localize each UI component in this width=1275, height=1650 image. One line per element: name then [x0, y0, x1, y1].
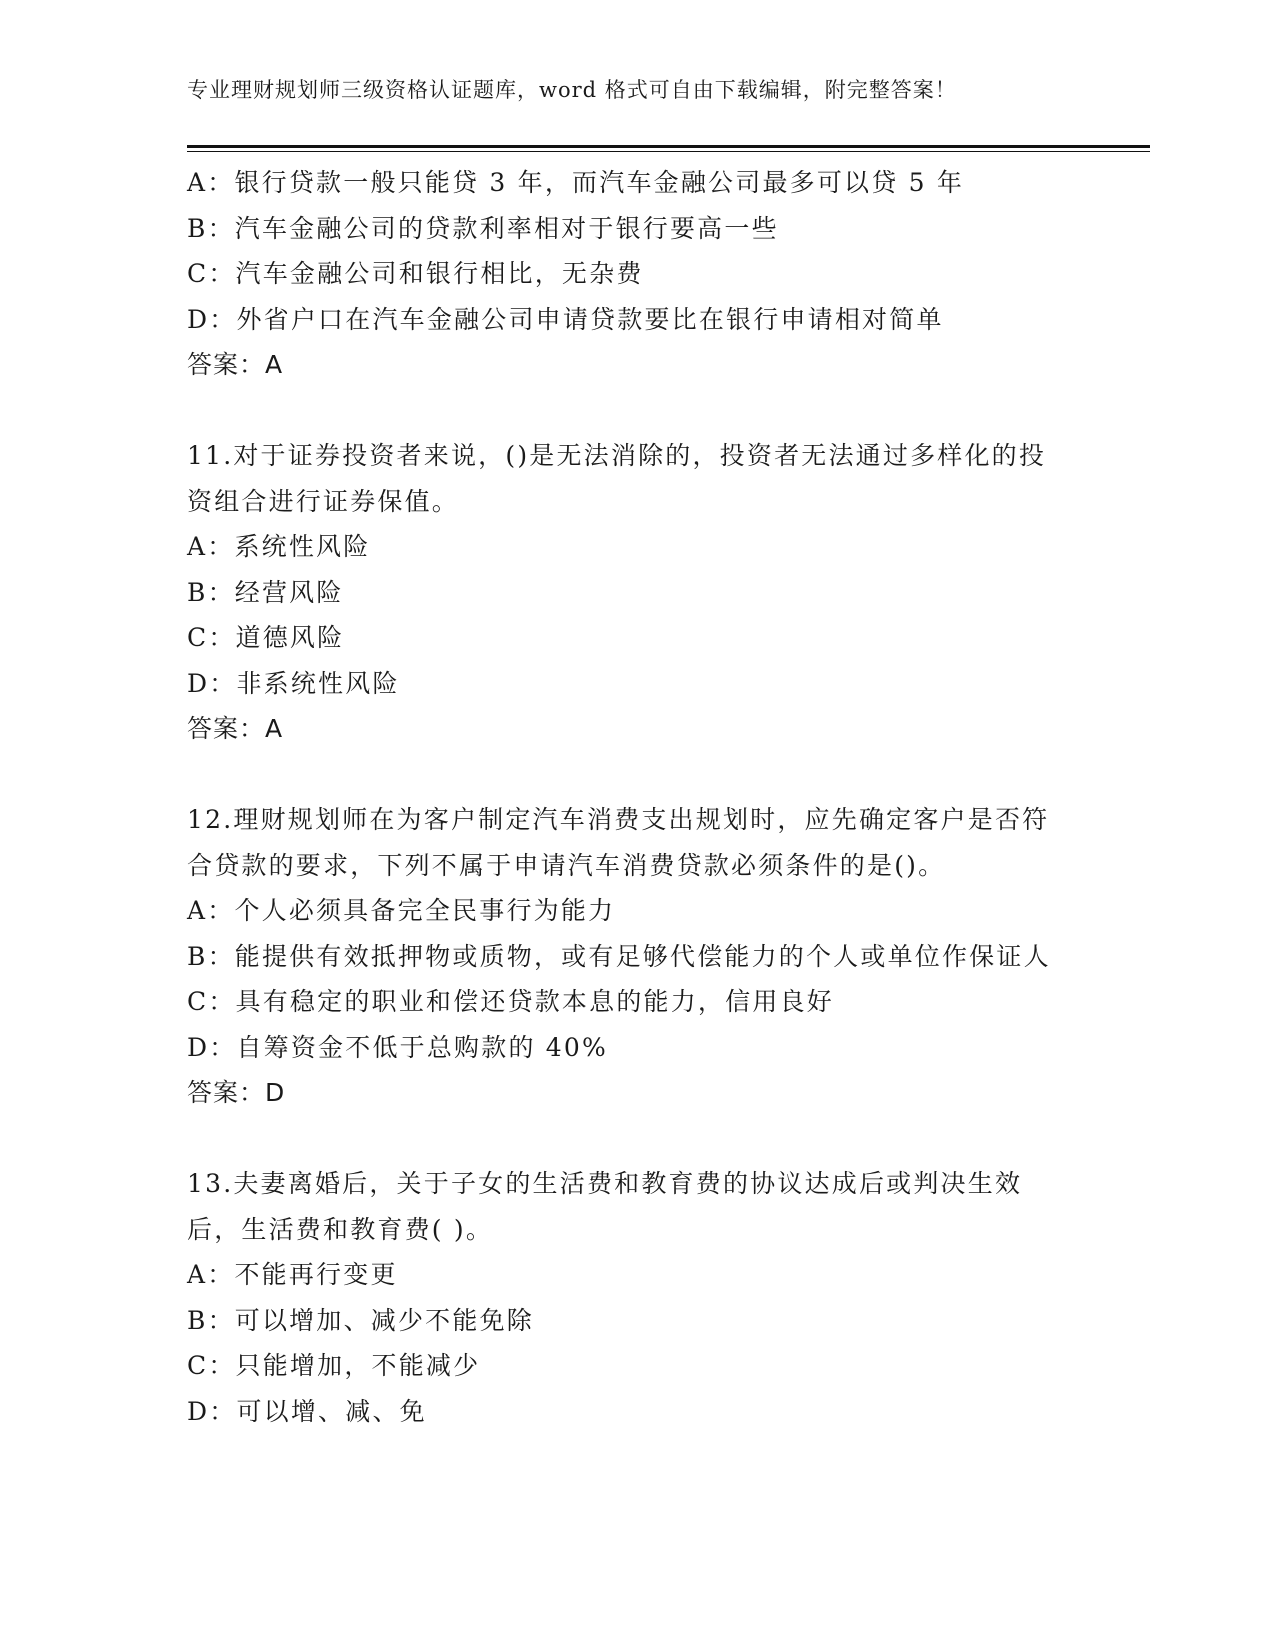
- option-c: C：道德风险: [187, 623, 345, 652]
- answer-label: 答案：A: [187, 350, 284, 379]
- option-a: A：不能再行变更: [187, 1260, 398, 1289]
- option-c: C：只能增加，不能减少: [187, 1351, 481, 1380]
- question-stem: 11.对于证券投资者来说，()是无法消除的，投资者无法通过多样化的投资组合进行证券保值。: [187, 441, 1047, 516]
- header-rule-thick: [187, 145, 1150, 148]
- option-a: A：银行贷款一般只能贷 3 年，而汽车金融公司最多可以贷 5 年: [187, 168, 965, 197]
- option-d: D：可以增、减、免: [187, 1396, 427, 1426]
- header-rule-thin: [187, 151, 1150, 152]
- option-b: B：能提供有效抵押物或质物，或有足够代偿能力的个人或单位作保证人: [187, 941, 1051, 971]
- option-c: C：具有稳定的职业和偿还贷款本息的能力，信用良好: [187, 987, 834, 1016]
- option-b: B：经营风险: [187, 577, 344, 607]
- option-d: D：自筹资金不低于总购款的 40%: [187, 1032, 608, 1062]
- answer-label: 答案：D: [187, 1078, 286, 1107]
- option-c: C：汽车金融公司和银行相比，无杂费: [187, 259, 644, 288]
- option-d: D：非系统性风险: [187, 668, 400, 698]
- option-a: A：个人必须具备完全民事行为能力: [187, 896, 616, 925]
- question-stem: 12.理财规划师在为客户制定汽车消费支出规划时，应先确定客户是否符合贷款的要求，下列不属于申请汽车消费贷款必须条件的是()。: [187, 805, 1050, 880]
- option-a: A：系统性风险: [187, 532, 371, 561]
- question-stem: 13.夫妻离婚后，关于子女的生活费和教育费的协议达成后或判决生效后，生活费和教育费( )。: [187, 1169, 1023, 1244]
- option-b: B：可以增加、减少不能免除: [187, 1305, 534, 1335]
- option-d: D：外省户口在汽车金融公司申请贷款要比在银行申请相对简单: [187, 304, 944, 334]
- option-b: B：汽车金融公司的贷款利率相对于银行要高一些: [187, 213, 779, 243]
- answer-label: 答案：A: [187, 714, 284, 743]
- question-content: [187, 160, 1067, 1434]
- document-header: 专业理财规划师三级资格认证题库，word 格式可自由下载编辑，附完整答案！: [187, 78, 957, 102]
